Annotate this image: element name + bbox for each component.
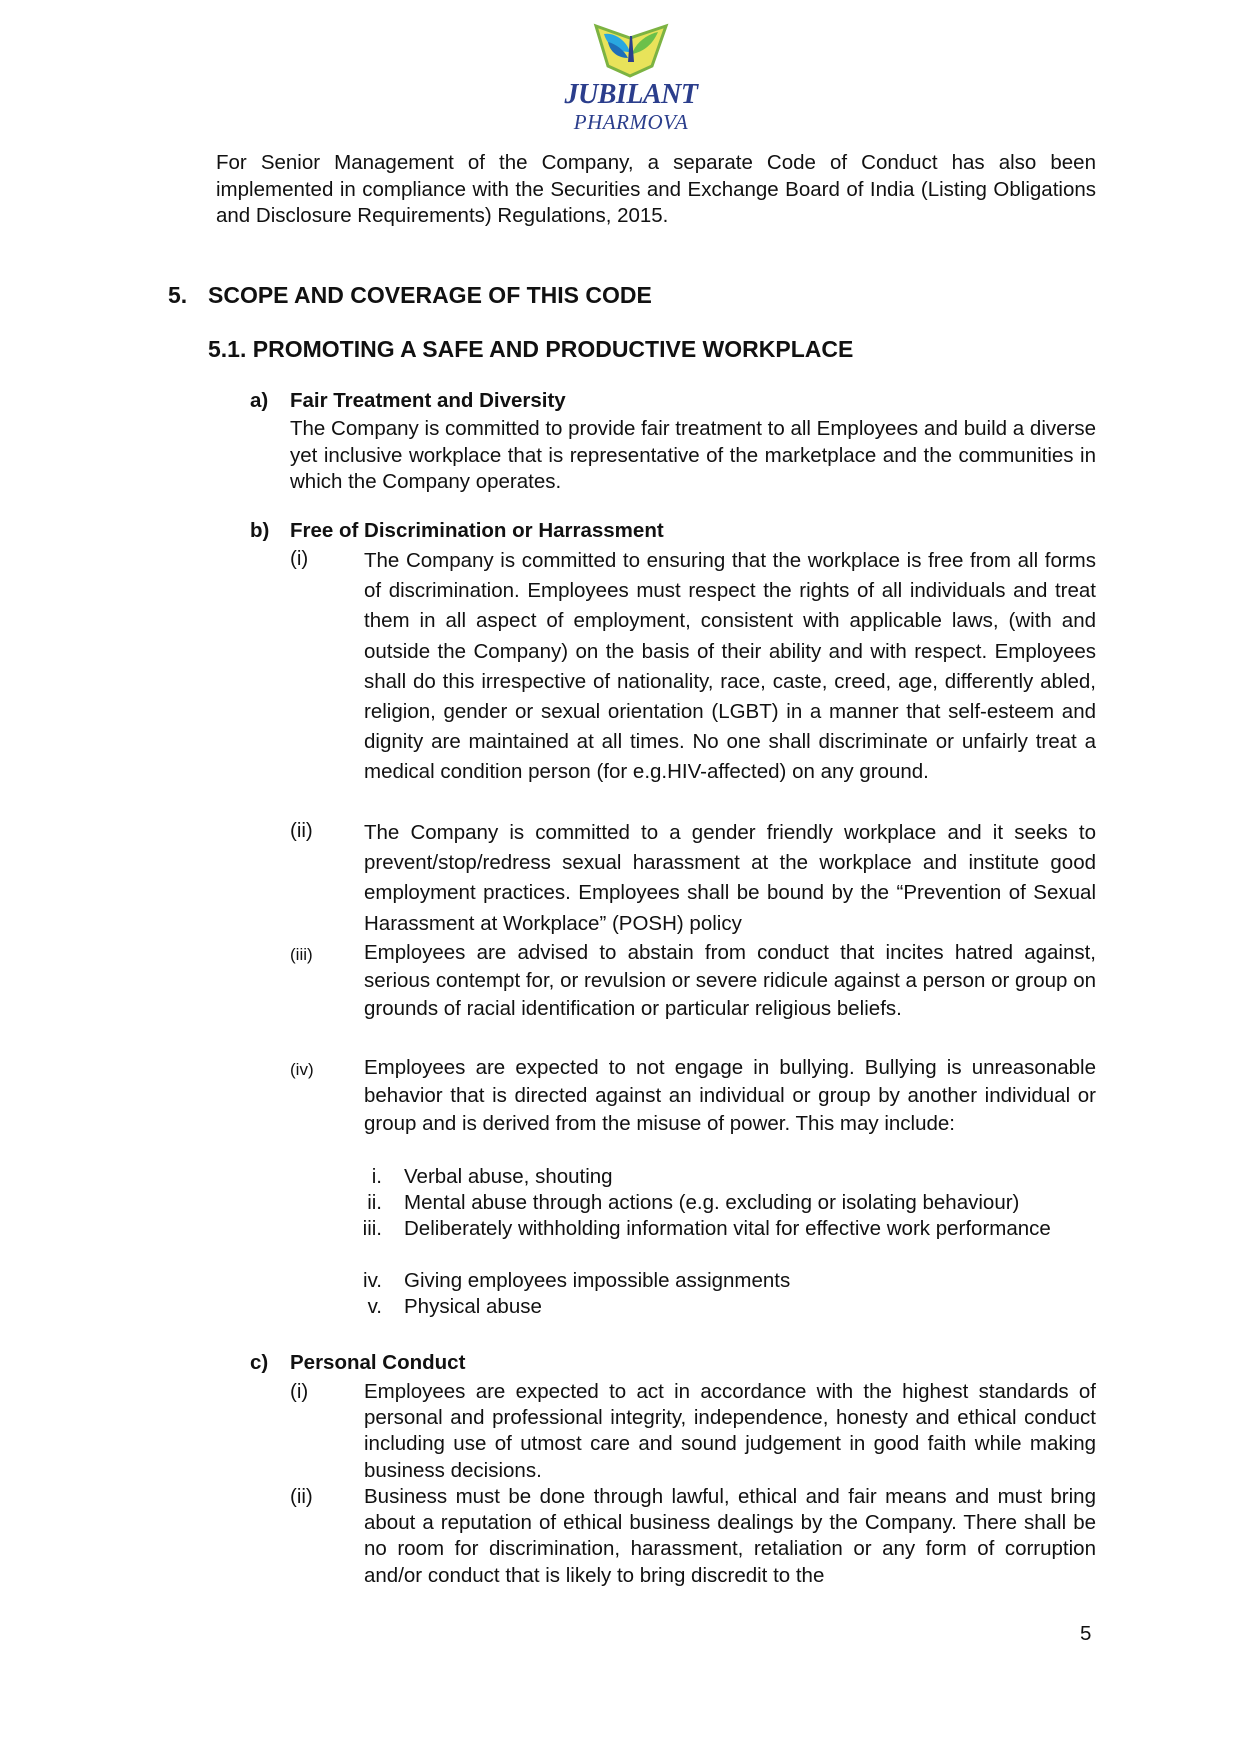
- list-item: Employees are expected to not engage in bullying. Bullying is unreasonable behavior that is directed against an individual or group by another individual or group and is derived from the misuse of power. This may include:: [364, 1056, 1096, 1135]
- item-text: Deliberately withholding information vital for effective work performance: [404, 1217, 1051, 1240]
- item-number: v.: [367, 1295, 382, 1318]
- list-item: [352, 1294, 1096, 1320]
- clause-letter: a): [250, 389, 269, 412]
- bullying-examples-list: [352, 1164, 1096, 1320]
- clause-letter: b): [250, 519, 270, 542]
- list-item: [352, 1268, 1096, 1294]
- clause-letter: c): [250, 1351, 269, 1374]
- list-item: Employees are advised to abstain from conduct that incites hatred against, serious contempt for, or revulsion or severe ridicule against a person or group on grounds of racial identification or particular religious beliefs.: [364, 941, 1096, 1020]
- item-text: Giving employees impossible assignments: [404, 1269, 791, 1292]
- clause-a-text: The Company is committed to provide fair treatment to all Employees and build a diverse yet inclusive workplace that is representative of the marketplace and the communities in which the Company operates.: [290, 417, 1096, 493]
- item-text: Mental abuse through actions (e.g. excluding or isolating behaviour): [404, 1191, 1020, 1214]
- item-number: (ii): [290, 1485, 313, 1508]
- clause-title: Fair Treatment and Diversity: [290, 389, 566, 412]
- subsection-number: 5.1.: [208, 336, 247, 362]
- logo-wordmark: JUBILANT: [564, 79, 698, 110]
- section-title: SCOPE AND COVERAGE OF THIS CODE: [208, 282, 652, 308]
- list-item: Business must be done through lawful, ethical and fair means and must bring about a reputation of ethical business dealings by the Company. There shall be no room for discrimination, harassment, retaliation or any form of corruption and/or conduct that is likely to bring discredit to the: [364, 1485, 1096, 1587]
- item-number: i.: [371, 1165, 382, 1188]
- item-text: Verbal abuse, shouting: [404, 1165, 613, 1188]
- list-item: [352, 1216, 1096, 1268]
- item-number: (i): [290, 547, 309, 570]
- item-number: ii.: [367, 1191, 382, 1214]
- intro-paragraph: For Senior Management of the Company, a separate Code of Conduct has also been implemented in compliance with the Securities and Exchange Board of India (Listing Obligations and Disclosure Requirements) Regulations, 2015.: [216, 151, 1096, 227]
- list-item: The Company is committed to ensuring that the workplace is free from all forms of discrimination. Employees must respect the rights of all individuals and treat them in all aspect of employment, consistent with applicable laws, (with and outside the Company) on the basis of their ability and with respect. Employees shall do this irrespective of nationality, race, caste, creed, age, differently abled, religion, gender or sexual orientation (LGBT) in a manner that self-esteem and dignity are maintained at all times. No one shall discriminate or unfairly treat a medical condition person (for e.g.HIV-affected) on any ground.: [364, 549, 1096, 784]
- list-item: Employees are expected to act in accordance with the highest standards of personal and professional integrity, independence, honesty and ethical conduct including use of utmost care and sound judgement in good faith while making business decisions.: [364, 1380, 1096, 1482]
- clause-title: Free of Discrimination or Harrassment: [290, 519, 664, 542]
- logo-subtitle: PHARMOVA: [573, 110, 689, 134]
- clause-title: Personal Conduct: [290, 1351, 466, 1374]
- company-logo: [556, 22, 706, 142]
- page-number: 5: [1080, 1622, 1092, 1645]
- section-number: 5.: [168, 282, 188, 308]
- list-item: The Company is committed to a gender friendly workplace and it seeks to prevent/stop/redress sexual harassment at the workplace and institute good employment practices. Employees shall be bound by the “Prevention of Sexual Harassment at Workplace” (POSH) policy: [364, 821, 1096, 935]
- item-number: (iv): [290, 1060, 314, 1079]
- list-item: [352, 1164, 1096, 1190]
- section-heading: [168, 282, 652, 309]
- item-number: iii.: [362, 1217, 382, 1240]
- item-number: (iii): [290, 945, 313, 964]
- subsection-heading: [208, 336, 853, 363]
- item-number: (i): [290, 1380, 309, 1403]
- butterfly-logo-icon: [590, 22, 672, 80]
- subsection-title: PROMOTING A SAFE AND PRODUCTIVE WORKPLACE: [252, 336, 854, 362]
- item-number: iv.: [363, 1269, 382, 1292]
- item-number: (ii): [290, 819, 313, 842]
- list-item: [352, 1190, 1096, 1216]
- item-text: Physical abuse: [404, 1295, 542, 1318]
